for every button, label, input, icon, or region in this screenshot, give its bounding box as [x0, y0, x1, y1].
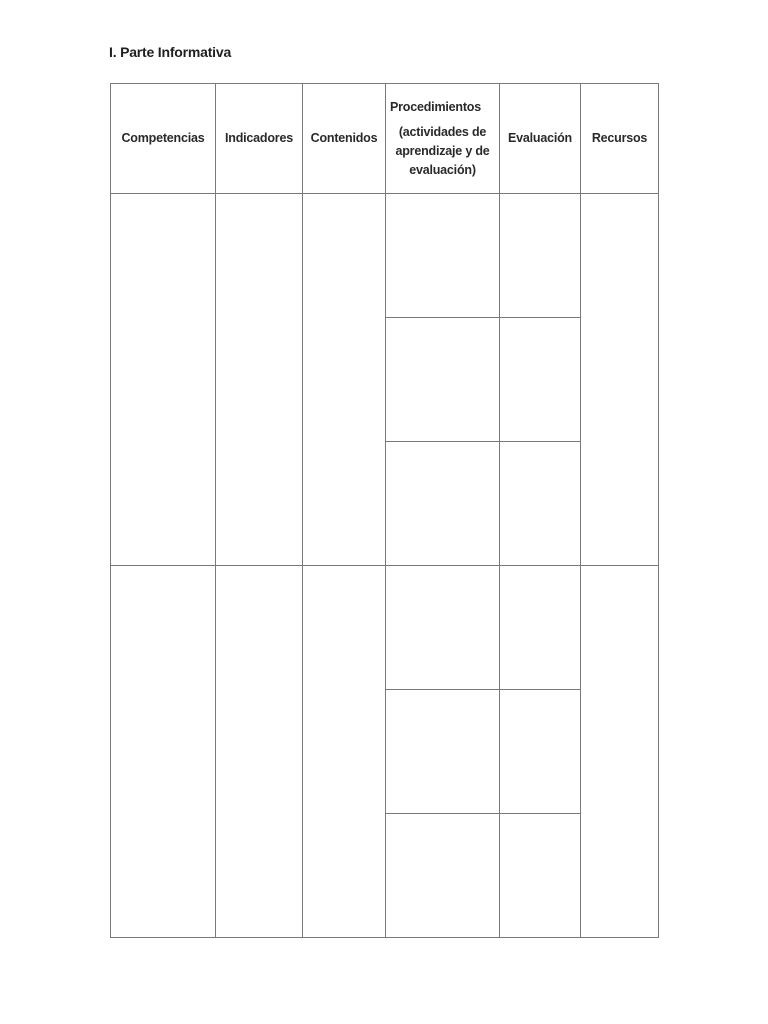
table-row [111, 566, 659, 690]
header-row [111, 84, 659, 194]
cell-recursos[interactable] [581, 566, 659, 938]
cell-evaluacion[interactable] [500, 318, 581, 442]
table-row [111, 194, 659, 318]
header-procedimientos-title: Procedimientos [390, 99, 481, 114]
cell-evaluacion[interactable] [500, 442, 581, 566]
cell-procedimientos[interactable] [386, 566, 500, 690]
cell-evaluacion[interactable] [500, 566, 581, 690]
cell-contenidos[interactable] [303, 194, 386, 566]
cell-indicadores[interactable] [216, 194, 303, 566]
cell-recursos[interactable] [581, 194, 659, 566]
cell-competencias[interactable] [111, 194, 216, 566]
header-indicadores: Indicadores [216, 84, 303, 194]
planning-table [110, 83, 659, 938]
header-procedimientos-detail: (actividades de aprendizaje y de evaluación) [395, 124, 490, 177]
cell-contenidos[interactable] [303, 566, 386, 938]
cell-evaluacion[interactable] [500, 814, 581, 938]
header-evaluacion: Evaluación [500, 84, 581, 194]
cell-procedimientos[interactable] [386, 318, 500, 442]
header-recursos: Recursos [581, 84, 659, 194]
cell-procedimientos[interactable] [386, 194, 500, 318]
cell-evaluacion[interactable] [500, 194, 581, 318]
cell-procedimientos[interactable] [386, 690, 500, 814]
header-procedimientos [386, 84, 500, 194]
header-contenidos: Contenidos [303, 84, 386, 194]
cell-competencias[interactable] [111, 566, 216, 938]
cell-evaluacion[interactable] [500, 690, 581, 814]
cell-indicadores[interactable] [216, 566, 303, 938]
cell-procedimientos[interactable] [386, 814, 500, 938]
section-title: I. Parte Informativa [109, 44, 232, 60]
cell-procedimientos[interactable] [386, 442, 500, 566]
header-competencias: Competencias [111, 84, 216, 194]
